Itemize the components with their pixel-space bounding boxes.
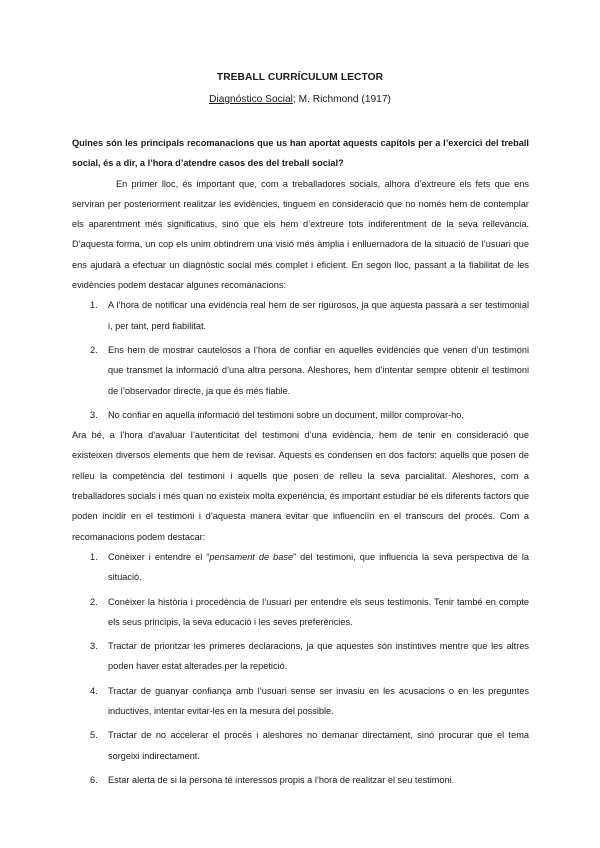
list-item-text: A l’hora de notificar una evidència real hem de ser rigurosos, ja que aquesta passarà a ser testimonial i, per tant, perd fiabilitat. [108, 300, 529, 331]
list-item-text-after: ” del testimoni, que influencia la seva perspectiva de la situació. [108, 551, 529, 583]
emphasized-term: pensament de base [209, 551, 294, 562]
list-item-text: Conèixer la història i procedència de l’usuari per entendre els seus testimonis. Tenir també en compte els seus principis, la seva educació i les seves preferències. [108, 596, 529, 627]
list-number: 4. [90, 685, 98, 696]
document-subtitle [0, 94, 600, 105]
list-number: 6. [90, 774, 98, 785]
list-item [72, 681, 529, 722]
list-item [72, 340, 529, 401]
list-item [72, 295, 529, 336]
list-item-text: Estar alerta de si la persona té interessos propis a l’hora de realitzar el seu testimoni. [108, 774, 455, 785]
recommendations-list-1 [72, 295, 529, 425]
list-number: 1. [90, 551, 98, 562]
paragraph-2: Ara bé, a l’hora d’avaluar l’autenticitat del testimoni d’una evidència, hem de tenir en consideració que existeixen diversos elements que hem de revisar. Aquests es condensen en dos factors: aquells que posen de relleu la competència del testimoni i aquells que posen de relleu la seva parcialitat. Aleshores, com a treballadores socials i més quan no existeix molta experiència, és important estudiar bé els diferents factors que poden incidir en el testimoni i d’aquesta manera evitar que influenciïn en el transcurs del procés. Com a recomanacions podem destacar: [72, 430, 529, 542]
list-number: 3. [90, 409, 98, 420]
list-number: 5. [90, 730, 98, 741]
document-body [72, 133, 529, 790]
list-item-text: Tractar de guanyar confiança amb l’usuari sense ser invasiu en les acusacions o en les preguntes inductives, intentar evitar-les en la mesura del possible. [108, 685, 529, 717]
list-item [72, 592, 529, 633]
question-heading: Quines són les principals recomanacions que us han aportat aquests capítols per a l’exercici del treball social, és a dir, a l’hora d’atendre casos des del treball social? [72, 138, 529, 169]
list-number: 2. [90, 596, 98, 607]
book-title: Diagnóstico Social [209, 94, 293, 105]
recommendations-list-2 [72, 547, 529, 790]
list-item-text: Tractar de no accelerar el procés i aleshores no demanar directament, sinó procurar que el tema sorgeixi indirectament. [108, 730, 529, 761]
list-item-text: Ens hem de mostrar cautelosos a l’hora de confiar en aquelles evidències que venen d’un testimoni que transmet la informació d’una altra persona. Aleshores, hem d’intentar sempre obtenir el testimoni de l’observador directe, ja que és més fiable. [108, 344, 529, 396]
document-title: TREBALL CURRÍCULUM LECTOR [216, 72, 384, 83]
list-number: 3. [90, 641, 98, 652]
list-item-text-before: Conèixer i entendre el “ [108, 551, 210, 562]
paragraph-1: En primer lloc, és important que, com a treballadores socials, alhora d’extreure els fets que ens serviran per posteriorment realitzar les evidències, tinguem en consideració que no només hem de contemplar els aparentment més significatius, sinó que els hem d’extreure tots indiferentment de la seva rellevància. D’aquesta forma, un cop els unim obtindrem una visió més àmplia i enlluernadora de la situació de l’usuari que ens ajudarà a efectuar un diagnòstic social més complet i eficient. En segon lloc, passant a la fiabilitat de les evidències podem destacar algunes recomanacions: [72, 178, 529, 291]
list-item [72, 725, 529, 766]
list-item [72, 547, 529, 588]
list-item [72, 636, 529, 677]
list-number: 2. [90, 344, 98, 355]
list-item [72, 405, 529, 425]
list-item-text: Tractar de prioritzar les primeres declaracions, ja que aquestes són instintives mentre que les altres poden haver estat alterades per la repetició. [108, 641, 529, 672]
list-item [72, 770, 529, 790]
list-item-text: No confiar en aquella informació del testimoni sobre un document, millor comprovar-ho. [108, 409, 464, 420]
book-author: ; M. Richmond (1917) [292, 94, 391, 105]
list-number: 1. [90, 300, 98, 311]
